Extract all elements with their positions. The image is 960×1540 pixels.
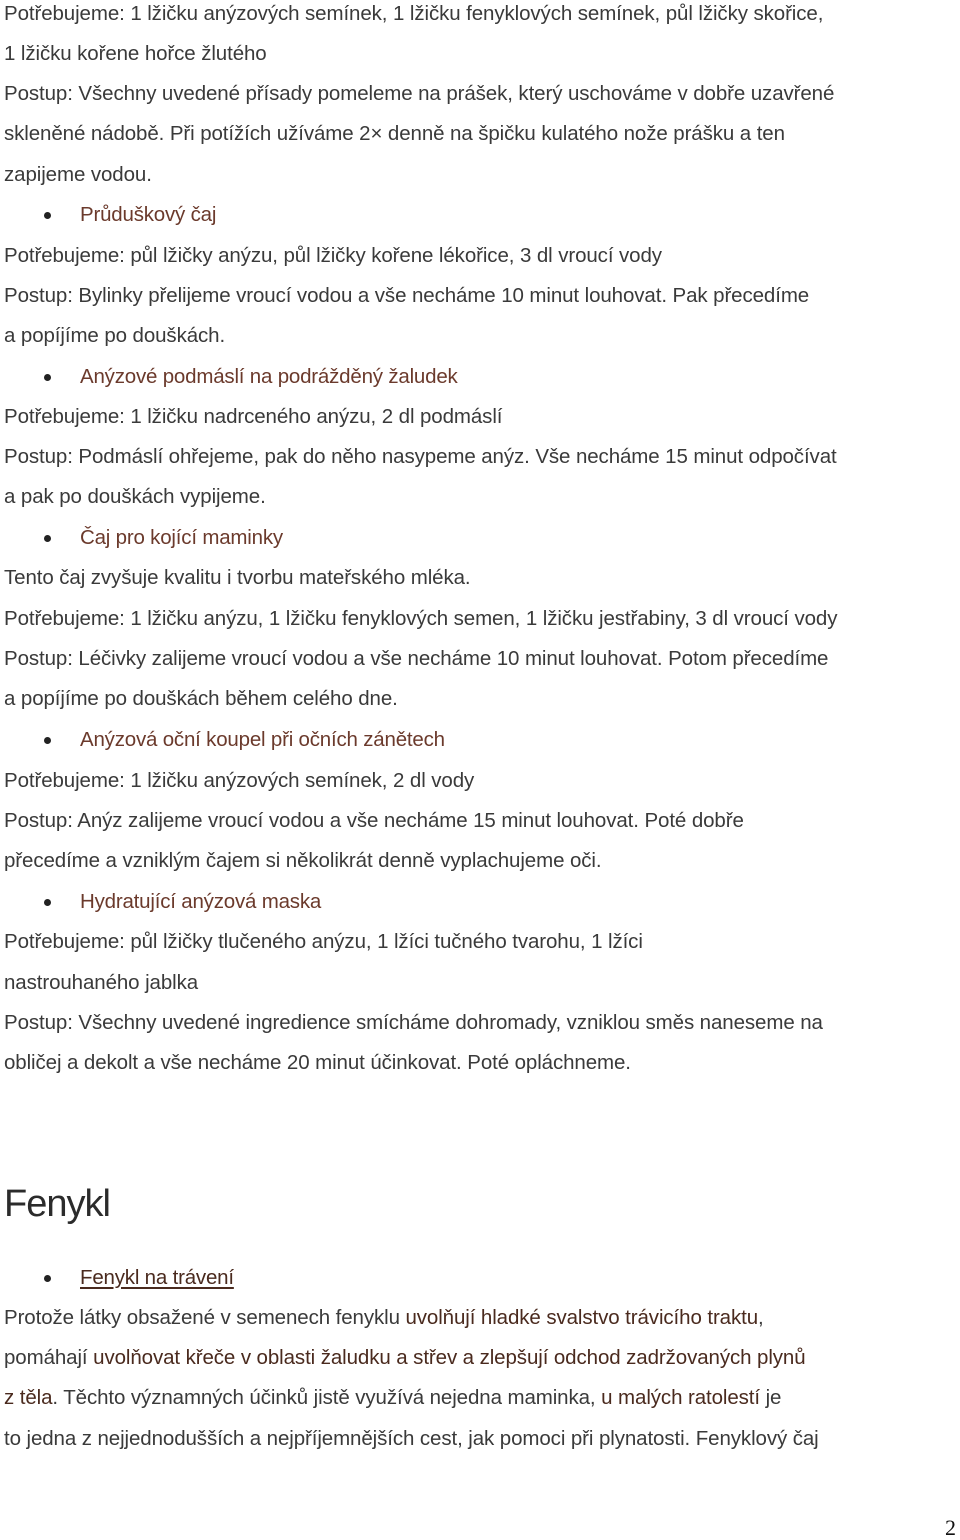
text-line: Tento čaj zvyšuje kvalitu i tvorbu mateřského mléka. — [4, 566, 471, 589]
text-segment: je — [760, 1386, 782, 1409]
text-segment: , — [758, 1306, 764, 1329]
bullet-icon — [44, 1275, 51, 1282]
bullet-icon — [44, 535, 51, 542]
text-line: Potřebujeme: 1 lžičku anýzových semínek, 1 lžičku fenyklových semínek, půl lžičky skořice, — [4, 2, 824, 25]
bullet-icon — [44, 737, 51, 744]
text-line: Postup: Léčivky zalijeme vroucí vodou a vše necháme 10 minut louhovat. Potom přecedíme — [4, 647, 829, 670]
text-line: obličej a dekolt a vše necháme 20 minut účinkovat. Poté opláchneme. — [4, 1051, 631, 1074]
text-line — [4, 1346, 806, 1370]
text-line: Potřebujeme: 1 lžičku anýzových semínek, 2 dl vody — [4, 769, 475, 792]
text-segment: . Těchto významných účinků jistě využívá nejedna maminka, — [52, 1386, 602, 1409]
text-line: a popíjíme po douškách. — [4, 324, 226, 347]
bullet-icon — [44, 374, 51, 381]
inline-link[interactable]: uvolňují hladké svalstvo trávicího traktu — [405, 1306, 759, 1329]
heading-link-fenykl-na-traveni[interactable]: Fenykl na trávení — [80, 1266, 234, 1289]
inline-link[interactable]: uvolňovat křeče v oblasti žaludku a střev a zlepšují odchod zadržovaných plynů — [93, 1346, 806, 1369]
text-line: a popíjíme po douškách během celého dne. — [4, 687, 398, 710]
text-line: zapijeme vodou. — [4, 163, 152, 186]
text-line: přecedíme a vzniklým čajem si několikrát denně vyplachujeme oči. — [4, 849, 602, 872]
text-segment: Protože látky obsažené v semenech fenyklu — [4, 1306, 406, 1329]
text-line — [4, 1386, 781, 1410]
inline-link[interactable]: z těla — [4, 1386, 53, 1409]
recipe-heading-kojici-maminky: Čaj pro kojící maminky — [80, 526, 283, 549]
text-line: 1 lžičku kořene hořce žlutého — [4, 42, 267, 65]
page-number: 2 — [945, 1515, 956, 1540]
text-line: to jedna z nejjednodušších a nejpříjemnějších cest, jak pomoci při plynatosti. Fenyklový čaj — [4, 1427, 819, 1450]
recipe-heading-maska: Hydratující anýzová maska — [80, 890, 322, 913]
bullet-icon — [44, 899, 51, 906]
text-line: Postup: Anýz zalijeme vroucí vodou a vše necháme 15 minut louhovat. Poté dobře — [4, 809, 744, 832]
text-line: Potřebujeme: půl lžičky anýzu, půl lžičky kořene lékořice, 3 dl vroucí vody — [4, 244, 662, 267]
section-title: Fenykl — [4, 1183, 110, 1225]
text-segment: pomáhají — [4, 1346, 94, 1369]
text-line: Potřebujeme: 1 lžičku nadrceného anýzu, 2 dl podmáslí — [4, 405, 503, 428]
text-line: Postup: Podmáslí ohřejeme, pak do něho nasypeme anýz. Vše necháme 15 minut odpočívat — [4, 445, 837, 468]
text-line: Postup: Všechny uvedené ingredience smícháme dohromady, vzniklou směs naneseme na — [4, 1011, 823, 1034]
text-line: Potřebujeme: 1 lžičku anýzu, 1 lžičku fenyklových semen, 1 lžičku jestřabiny, 3 dl vroucí vody — [4, 607, 838, 630]
text-line — [4, 1306, 764, 1330]
text-line: Postup: Všechny uvedené přísady pomeleme na prášek, který uschováme v dobře uzavřené — [4, 82, 835, 105]
recipe-heading-pruduskovy-caj: Průduškový čaj — [80, 203, 217, 226]
text-line: Potřebujeme: půl lžičky tlučeného anýzu, 1 lžíci tučného tvarohu, 1 lžíci — [4, 930, 643, 953]
text-line: nastrouhaného jablka — [4, 971, 199, 994]
recipe-heading-ocni-koupel: Anýzová oční koupel při očních zánětech — [80, 728, 445, 751]
recipe-heading-podmasli: Anýzové podmáslí na podrážděný žaludek — [80, 365, 458, 388]
text-line: skleněné nádobě. Při potížích užíváme 2× denně na špičku kulatého nože prášku a ten — [4, 122, 785, 145]
bullet-icon — [44, 212, 51, 219]
inline-link[interactable]: u malých ratolestí — [601, 1386, 760, 1409]
text-line: a pak po douškách vypijeme. — [4, 485, 266, 508]
text-line: Postup: Bylinky přelijeme vroucí vodou a vše necháme 10 minut louhovat. Pak přecedíme — [4, 284, 810, 307]
